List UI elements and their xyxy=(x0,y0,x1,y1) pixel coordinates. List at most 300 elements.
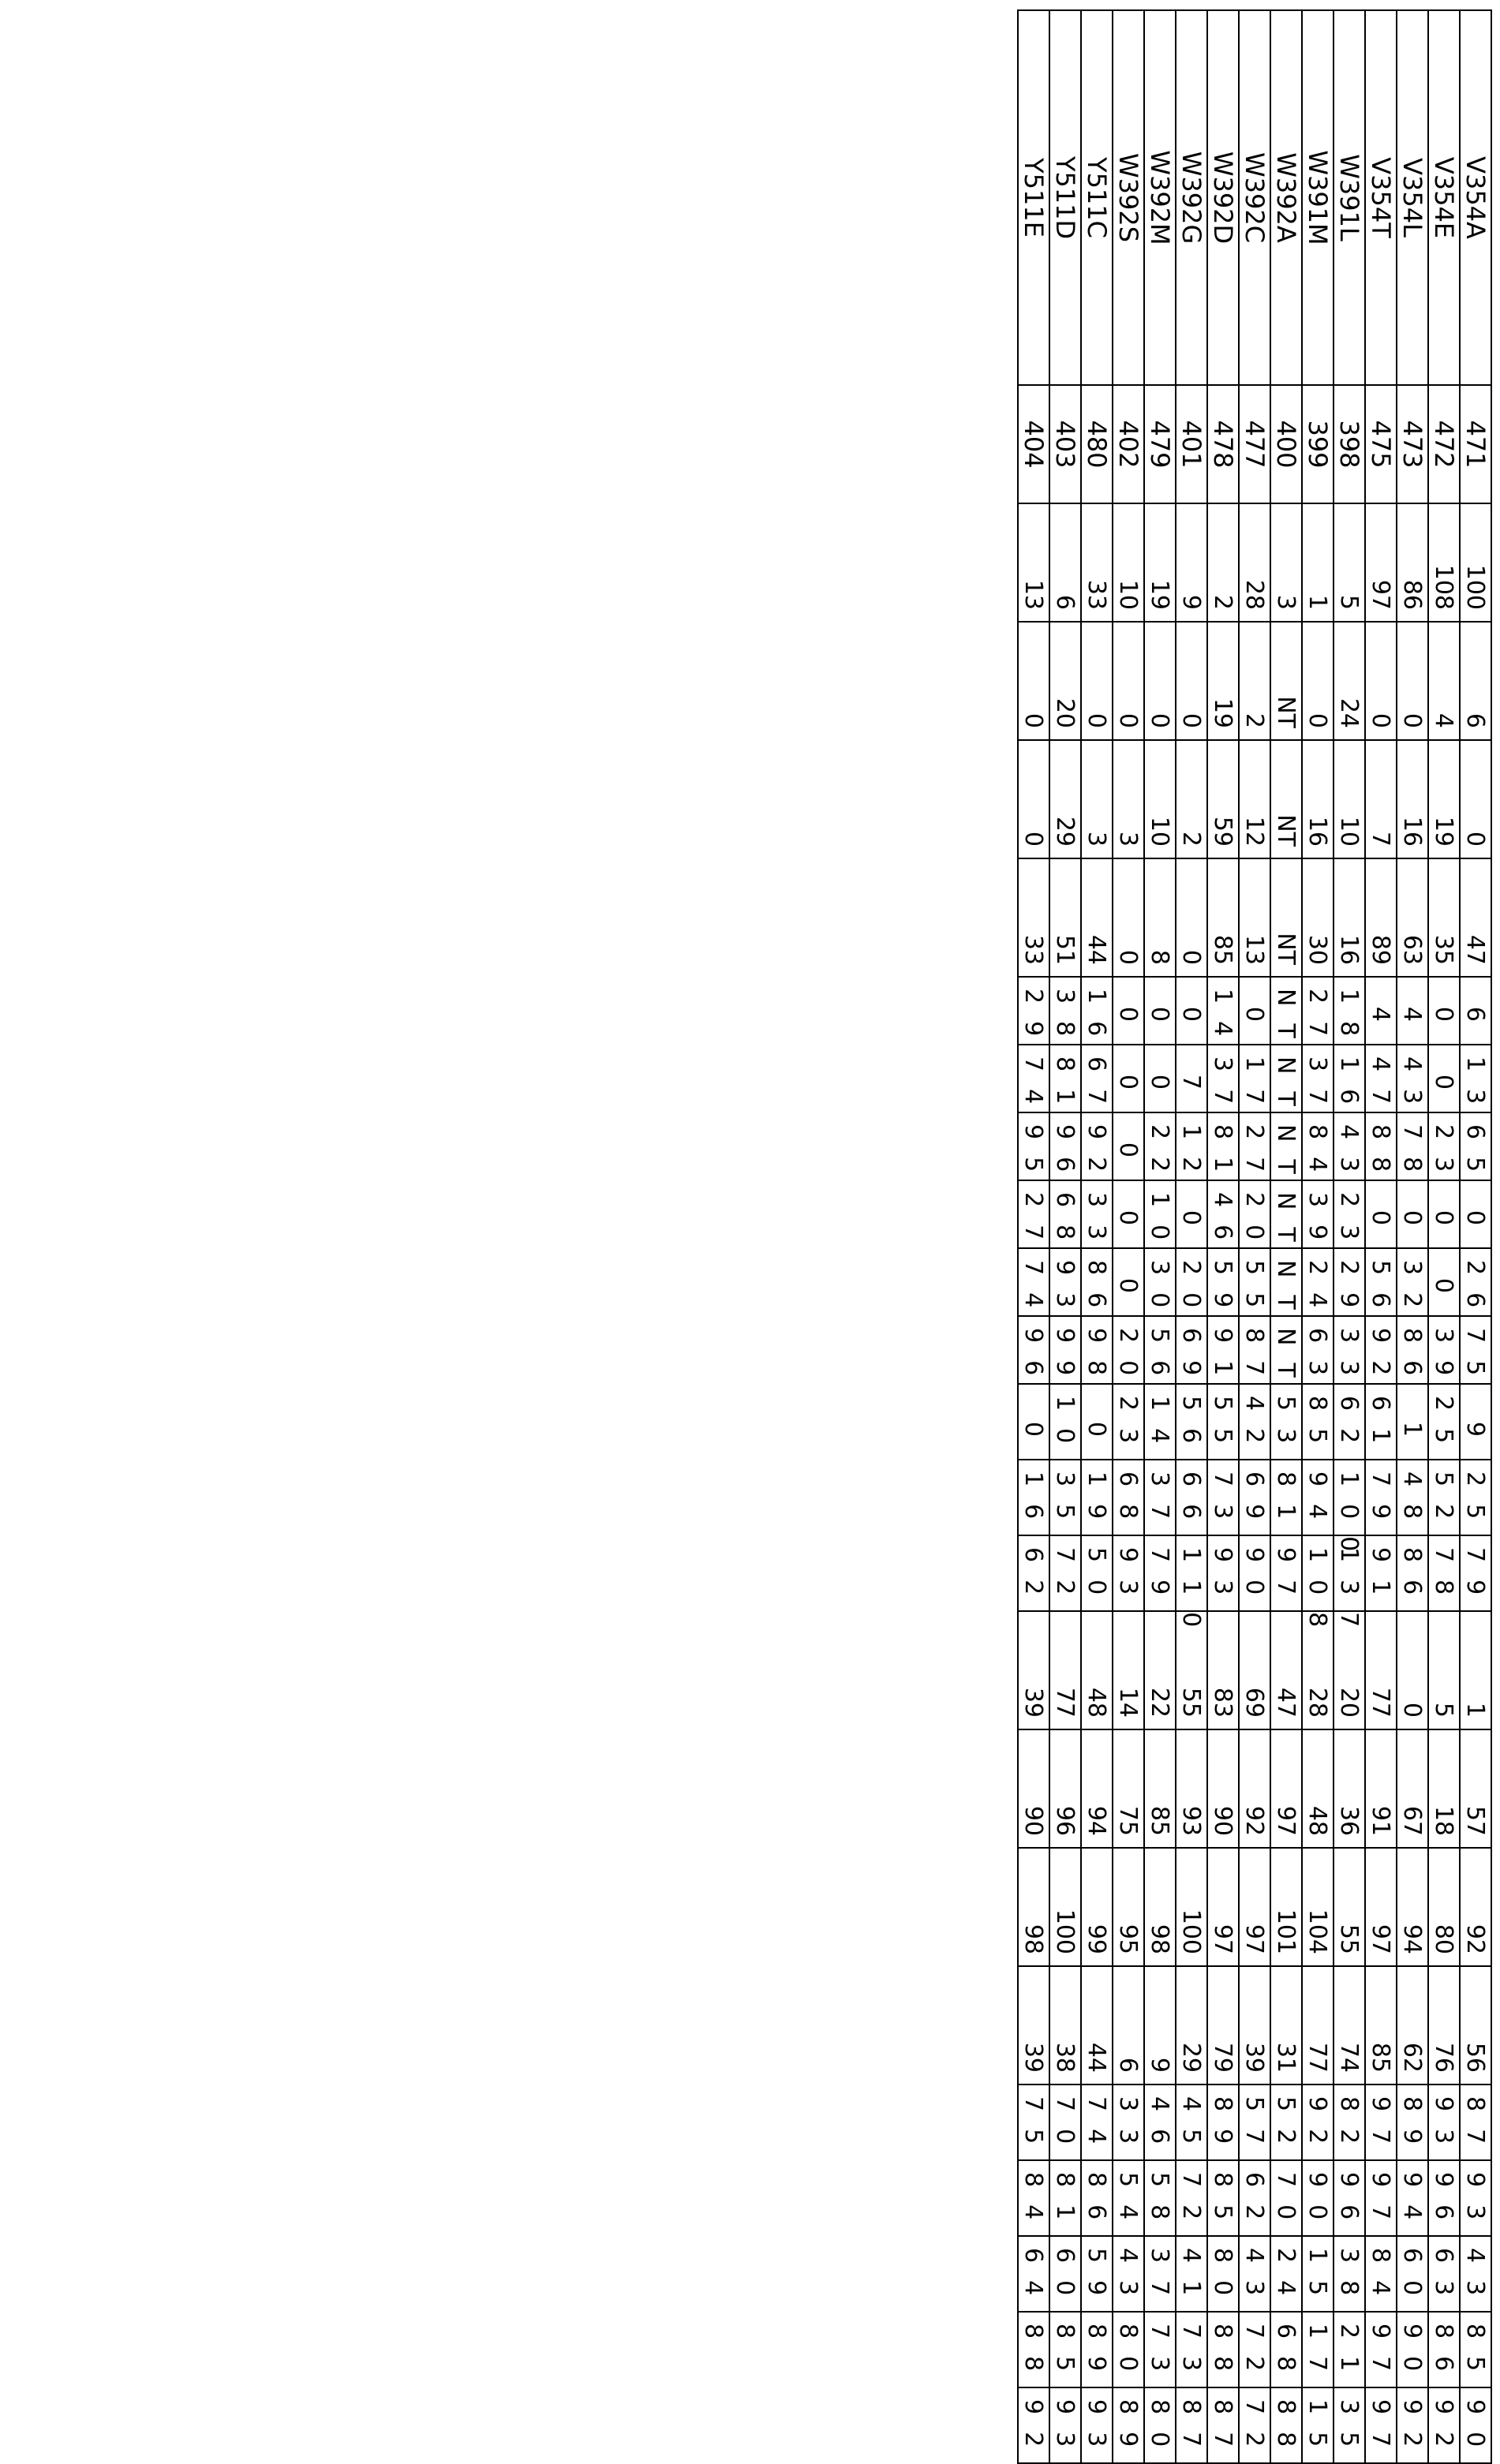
position-cell: 479 xyxy=(1144,385,1176,503)
value-cell: 0 xyxy=(1365,622,1397,740)
value-cell: 65 xyxy=(1460,1112,1491,1180)
value-cell: 101 xyxy=(1270,1848,1302,1966)
value-cell: 74 xyxy=(1018,1045,1049,1112)
position-cell: 403 xyxy=(1049,385,1081,503)
value-cell: NT xyxy=(1270,1180,1302,1248)
value-cell: 85 xyxy=(1049,2312,1081,2387)
value-cell: 81 xyxy=(1207,1112,1239,1180)
value-cell: 100 xyxy=(1334,1460,1365,1535)
value-cell: NT xyxy=(1270,858,1302,977)
value-cell: 52 xyxy=(1270,2084,1302,2160)
value-cell: 88 xyxy=(1207,2312,1239,2387)
value-cell: 68 xyxy=(1270,2312,1302,2387)
value-cell: 29 xyxy=(1176,1966,1207,2084)
value-cell: 0 xyxy=(1397,622,1428,740)
value-cell: 97 xyxy=(1365,2312,1397,2387)
table-row xyxy=(1334,10,1365,2463)
value-cell: 20 xyxy=(1176,1248,1207,1316)
value-cell: 22 xyxy=(1144,1611,1176,1729)
value-cell: 1 xyxy=(1302,503,1334,622)
value-cell: 97 xyxy=(1365,2387,1397,2463)
value-cell: 17 xyxy=(1302,2312,1334,2387)
value-cell: 19 xyxy=(1428,740,1460,858)
value-cell: 15 xyxy=(1302,2236,1334,2312)
value-cell: 89 xyxy=(1113,2387,1144,2463)
value-cell: 98 xyxy=(1081,1316,1113,1384)
value-cell: 89 xyxy=(1397,2084,1428,2160)
mutant-label: V354A xyxy=(1460,10,1491,385)
value-cell: 86 xyxy=(1081,1248,1113,1316)
value-cell: 69 xyxy=(1239,1460,1270,1535)
value-cell: 56 xyxy=(1176,1384,1207,1460)
value-cell: 0 xyxy=(1428,1180,1460,1248)
value-cell: 97 xyxy=(1365,2160,1397,2236)
value-cell: 84 xyxy=(1018,2160,1049,2236)
value-cell: 80 xyxy=(1207,2236,1239,2312)
value-cell: 16 xyxy=(1397,740,1428,858)
value-cell: 39 xyxy=(1018,1611,1049,1729)
table-row xyxy=(1176,10,1207,2463)
value-cell: 23 xyxy=(1334,1180,1365,1248)
value-cell: 3 xyxy=(1270,503,1302,622)
table-row xyxy=(1144,10,1176,2463)
value-cell: 0 xyxy=(1144,622,1176,740)
value-cell: 92 xyxy=(1018,2387,1049,2463)
table-row xyxy=(1081,10,1113,2463)
value-cell: 63 xyxy=(1302,1316,1334,1384)
value-cell: 27 xyxy=(1302,977,1334,1045)
value-cell: 10 xyxy=(1049,1384,1081,1460)
value-cell: 88 xyxy=(1365,1112,1397,1180)
value-cell: 50 xyxy=(1081,1535,1113,1611)
value-cell: 46 xyxy=(1144,2084,1176,2160)
position-cell: 398 xyxy=(1334,385,1365,503)
value-cell: 93 xyxy=(1049,2387,1081,2463)
value-cell: 57 xyxy=(1460,1729,1491,1848)
value-cell: 62 xyxy=(1397,1966,1428,2084)
value-cell: 16 xyxy=(1018,1460,1049,1535)
value-cell: 108 xyxy=(1428,503,1460,622)
value-cell: 94 xyxy=(1081,1729,1113,1848)
value-cell: 75 xyxy=(1113,1729,1144,1848)
value-cell: 62 xyxy=(1239,2160,1270,2236)
value-cell: 16 xyxy=(1081,977,1113,1045)
value-cell: 88 xyxy=(1018,2312,1049,2387)
value-cell: 73 xyxy=(1144,2312,1176,2387)
value-cell: 43 xyxy=(1460,2236,1491,2312)
value-cell: 43 xyxy=(1239,2236,1270,2312)
value-cell: 47 xyxy=(1460,858,1491,977)
value-cell: 37 xyxy=(1144,2236,1176,2312)
value-cell: 85 xyxy=(1365,1966,1397,2084)
value-cell: 92 xyxy=(1397,2387,1428,2463)
value-cell: 39 xyxy=(1239,1966,1270,2084)
value-cell: 41 xyxy=(1176,2236,1207,2312)
value-cell: 90 xyxy=(1239,1535,1270,1611)
value-cell: 87 xyxy=(1176,2387,1207,2463)
value-cell: 0 xyxy=(1176,1180,1207,1248)
value-cell: 87 xyxy=(1239,1316,1270,1384)
value-cell: NT xyxy=(1270,977,1302,1045)
value-cell: 20 xyxy=(1113,1316,1144,1384)
value-cell: 93 xyxy=(1081,2387,1113,2463)
value-cell: 80 xyxy=(1144,2387,1176,2463)
value-cell: 98 xyxy=(1018,1848,1049,1966)
value-cell: 23 xyxy=(1428,1112,1460,1180)
value-cell: 1 xyxy=(1397,1384,1428,1460)
value-cell: 18 xyxy=(1428,1729,1460,1848)
value-cell: 93 xyxy=(1428,2084,1460,2160)
value-cell: 82 xyxy=(1334,2084,1365,2160)
value-cell: 0 xyxy=(1113,1248,1144,1316)
value-cell: 29 xyxy=(1334,1248,1365,1316)
value-cell: 73 xyxy=(1207,1460,1239,1535)
value-cell: 70 xyxy=(1049,2084,1081,2160)
value-cell: 42 xyxy=(1239,1384,1270,1460)
value-cell: 52 xyxy=(1428,1460,1460,1535)
value-cell: 96 xyxy=(1018,1316,1049,1384)
value-cell: 92 xyxy=(1081,1112,1113,1180)
mutant-label: V354T xyxy=(1365,10,1397,385)
value-cell: 18 xyxy=(1334,977,1365,1045)
position-cell: 475 xyxy=(1365,385,1397,503)
value-cell: 7 xyxy=(1176,1045,1207,1112)
value-cell: 0 xyxy=(1176,858,1207,977)
value-cell: 0 xyxy=(1018,1384,1049,1460)
value-cell: 0 xyxy=(1144,977,1176,1045)
table-row xyxy=(1460,10,1491,2463)
value-cell: 2 xyxy=(1207,503,1239,622)
value-cell: 57 xyxy=(1239,2084,1270,2160)
value-cell: 90 xyxy=(1397,2312,1428,2387)
value-cell: 63 xyxy=(1397,858,1428,977)
value-cell: 104 xyxy=(1302,1848,1334,1966)
value-cell: 85 xyxy=(1207,858,1239,977)
value-cell: 92 xyxy=(1365,1316,1397,1384)
position-cell: 401 xyxy=(1176,385,1207,503)
value-cell: 4 xyxy=(1428,622,1460,740)
value-cell: 21 xyxy=(1334,2312,1365,2387)
value-cell: 89 xyxy=(1365,858,1397,977)
value-cell: 10 xyxy=(1144,1180,1176,1248)
value-cell: 10 xyxy=(1334,740,1365,858)
value-cell: 20 xyxy=(1049,622,1081,740)
table-row xyxy=(1270,10,1302,2463)
table-row xyxy=(1302,10,1334,2463)
value-cell: 33 xyxy=(1334,1316,1365,1384)
value-cell: 20 xyxy=(1239,1180,1270,1248)
value-cell: 36 xyxy=(1334,1729,1365,1848)
value-cell: 92 xyxy=(1460,1848,1491,1966)
value-cell: 24 xyxy=(1334,622,1365,740)
mutant-label: Y511C xyxy=(1081,10,1113,385)
value-cell: 86 xyxy=(1397,503,1428,622)
value-cell: 110 xyxy=(1176,1535,1207,1611)
value-cell: 56 xyxy=(1460,1966,1491,2084)
value-cell: 0 xyxy=(1144,1045,1176,1112)
value-cell: 85 xyxy=(1460,2312,1491,2387)
value-cell: 0 xyxy=(1018,622,1049,740)
value-cell: 74 xyxy=(1334,1966,1365,2084)
value-cell: 64 xyxy=(1018,2236,1049,2312)
value-cell: 67 xyxy=(1397,1729,1428,1848)
value-cell: 94 xyxy=(1397,1848,1428,1966)
value-cell: 16 xyxy=(1334,1045,1365,1112)
mutant-label: W392G xyxy=(1176,10,1207,385)
value-cell: 97 xyxy=(1207,1848,1239,1966)
position-cell: 471 xyxy=(1460,385,1491,503)
value-cell: 29 xyxy=(1018,977,1049,1045)
value-cell: 4 xyxy=(1365,977,1397,1045)
value-cell: 19 xyxy=(1207,622,1239,740)
value-cell: 9 xyxy=(1176,503,1207,622)
value-cell: 97 xyxy=(1270,1729,1302,1848)
value-cell: 14 xyxy=(1113,1611,1144,1729)
value-cell: 37 xyxy=(1207,1045,1239,1112)
value-cell: 93 xyxy=(1049,1248,1081,1316)
value-cell: 96 xyxy=(1049,1112,1081,1180)
value-cell: 95 xyxy=(1018,1112,1049,1180)
value-cell: 81 xyxy=(1270,1460,1302,1535)
value-cell: 70 xyxy=(1270,2160,1302,2236)
table-row xyxy=(1018,10,1049,2463)
value-cell: 74 xyxy=(1081,2084,1113,2160)
value-cell: 24 xyxy=(1270,2236,1302,2312)
value-cell: NT xyxy=(1270,1248,1302,1316)
value-cell: 6 xyxy=(1460,977,1491,1045)
value-cell: 86 xyxy=(1428,2312,1460,2387)
value-cell: 96 xyxy=(1334,2160,1365,2236)
value-cell: 39 xyxy=(1428,1316,1460,1384)
value-cell: 100 xyxy=(1049,1848,1081,1966)
value-cell: 19 xyxy=(1081,1460,1113,1535)
value-cell: 27 xyxy=(1239,1112,1270,1180)
value-cell: 5 xyxy=(1428,1611,1460,1729)
value-cell: 47 xyxy=(1365,1045,1397,1112)
value-cell: 16 xyxy=(1334,858,1365,977)
value-cell: 1 xyxy=(1460,1611,1491,1729)
value-cell: 20 xyxy=(1334,1611,1365,1729)
value-cell: 75 xyxy=(1460,1316,1491,1384)
value-cell: 10 xyxy=(1113,503,1144,622)
value-cell: 68 xyxy=(1049,1180,1081,1248)
value-cell: 78 xyxy=(1428,1535,1460,1611)
value-cell: 79 xyxy=(1207,1966,1239,2084)
table-row xyxy=(1113,10,1144,2463)
value-cell: 62 xyxy=(1018,1535,1049,1611)
value-cell: NT xyxy=(1270,622,1302,740)
value-cell: 93 xyxy=(1207,1535,1239,1611)
value-cell: 48 xyxy=(1081,1611,1113,1729)
value-cell: 25 xyxy=(1428,1384,1460,1460)
value-cell: 0 xyxy=(1460,1180,1491,1248)
value-cell: 66 xyxy=(1176,1460,1207,1535)
mutant-label: Y511E xyxy=(1018,10,1049,385)
value-cell: 43 xyxy=(1113,2236,1144,2312)
value-cell: 99 xyxy=(1081,1848,1113,1966)
value-cell: 72 xyxy=(1239,2312,1270,2387)
value-cell: 96 xyxy=(1428,2160,1460,2236)
value-cell: 0 xyxy=(1113,977,1144,1045)
table-row xyxy=(1207,10,1239,2463)
value-cell: 55 xyxy=(1334,1848,1365,1966)
value-cell: 85 xyxy=(1302,1384,1334,1460)
value-cell: 79 xyxy=(1365,1460,1397,1535)
value-cell: 14 xyxy=(1207,977,1239,1045)
value-cell: 84 xyxy=(1365,2236,1397,2312)
value-cell: 90 xyxy=(1460,2387,1491,2463)
value-cell: NT xyxy=(1270,1316,1302,1384)
value-cell: 80 xyxy=(1428,1848,1460,1966)
value-cell: 99 xyxy=(1049,1316,1081,1384)
value-cell: 0 xyxy=(1113,1180,1144,1248)
value-cell: 4 xyxy=(1397,977,1428,1045)
value-cell: 100 xyxy=(1460,503,1491,622)
value-cell: 35 xyxy=(1049,1460,1081,1535)
value-cell: 25 xyxy=(1460,1460,1491,1535)
value-cell: 23 xyxy=(1113,1384,1144,1460)
value-cell: NT xyxy=(1270,1045,1302,1112)
value-cell: 7 xyxy=(1365,740,1397,858)
value-cell: 53 xyxy=(1270,1384,1302,1460)
value-cell: 16 xyxy=(1302,740,1334,858)
value-cell: 85 xyxy=(1207,2160,1239,2236)
value-cell: 0 xyxy=(1397,1611,1428,1729)
value-cell: 77 xyxy=(1049,1611,1081,1729)
value-cell: 0 xyxy=(1081,622,1113,740)
position-cell: 399 xyxy=(1302,385,1334,503)
value-cell: 91 xyxy=(1365,1535,1397,1611)
value-cell: 0 xyxy=(1460,740,1491,858)
position-cell: 477 xyxy=(1239,385,1270,503)
value-cell: 35 xyxy=(1334,2387,1365,2463)
value-cell: 72 xyxy=(1049,1535,1081,1611)
value-cell: 13 xyxy=(1239,858,1270,977)
value-cell: 6 xyxy=(1049,503,1081,622)
value-cell: 48 xyxy=(1302,1729,1334,1848)
position-cell: 473 xyxy=(1397,385,1428,503)
position-cell: 480 xyxy=(1081,385,1113,503)
value-cell: 77 xyxy=(1365,1611,1397,1729)
value-cell: 84 xyxy=(1302,1112,1334,1180)
value-cell: 39 xyxy=(1018,1966,1049,2084)
value-cell: 38 xyxy=(1334,2236,1365,2312)
value-cell: 35 xyxy=(1428,858,1460,977)
value-cell: 92 xyxy=(1302,2084,1334,2160)
value-cell: 93 xyxy=(1113,1535,1144,1611)
value-cell: 67 xyxy=(1081,1045,1113,1112)
value-cell: 0 xyxy=(1365,1180,1397,1248)
value-cell: 46 xyxy=(1207,1180,1239,1248)
value-cell: 94 xyxy=(1302,1460,1334,1535)
value-cell: 58 xyxy=(1144,2160,1176,2236)
value-cell: 87 xyxy=(1460,2084,1491,2160)
value-cell: 69 xyxy=(1176,1316,1207,1384)
table-row xyxy=(1365,10,1397,2463)
value-cell: 72 xyxy=(1176,2160,1207,2236)
mutant-label: W392D xyxy=(1207,10,1239,385)
value-cell: 97 xyxy=(1365,503,1397,622)
value-cell: 38 xyxy=(1049,977,1081,1045)
value-cell: 45 xyxy=(1176,2084,1207,2160)
value-cell: 33 xyxy=(1018,858,1049,977)
value-cell: 86 xyxy=(1397,1316,1428,1384)
value-cell: 24 xyxy=(1302,1248,1334,1316)
value-cell: 97 xyxy=(1239,1848,1270,1966)
value-cell: 90 xyxy=(1302,2160,1334,2236)
value-cell: 85 xyxy=(1144,1729,1176,1848)
value-cell: 60 xyxy=(1397,2236,1428,2312)
value-cell: 89 xyxy=(1081,2312,1113,2387)
value-cell: 2 xyxy=(1176,740,1207,858)
value-cell: 3 xyxy=(1113,740,1144,858)
value-cell: 0 xyxy=(1428,1248,1460,1316)
value-cell: 91 xyxy=(1207,1316,1239,1384)
value-cell: 88 xyxy=(1270,2387,1302,2463)
value-cell: 0 xyxy=(1113,622,1144,740)
value-cell: 95 xyxy=(1113,1848,1144,1966)
value-cell: 96 xyxy=(1049,1729,1081,1848)
value-cell: 55 xyxy=(1207,1384,1239,1460)
table-row xyxy=(1397,10,1428,2463)
value-cell: 100 xyxy=(1176,1848,1207,1966)
value-cell: 12 xyxy=(1239,740,1270,858)
mutant-label: V354E xyxy=(1428,10,1460,385)
value-cell: 91 xyxy=(1365,1729,1397,1848)
value-cell: 92 xyxy=(1428,2387,1460,2463)
value-cell: 10 xyxy=(1144,740,1176,858)
value-cell: 73 xyxy=(1176,2312,1207,2387)
mutant-label: Y511D xyxy=(1049,10,1081,385)
value-cell: 15 xyxy=(1302,2387,1334,2463)
value-cell: 60 xyxy=(1049,2236,1081,2312)
value-cell: 26 xyxy=(1460,1248,1491,1316)
mutant-label: W391M xyxy=(1302,10,1334,385)
value-cell: 81 xyxy=(1049,2160,1081,2236)
value-cell: 0 xyxy=(1081,1384,1113,1460)
value-cell: 86 xyxy=(1397,1535,1428,1611)
value-cell: 0 xyxy=(1428,1045,1460,1112)
value-cell: 56 xyxy=(1365,1248,1397,1316)
position-cell: 400 xyxy=(1270,385,1302,503)
value-cell: 30 xyxy=(1302,858,1334,977)
value-cell: 32 xyxy=(1397,1248,1428,1316)
value-cell: 38 xyxy=(1049,1966,1081,2084)
value-cell: 30 xyxy=(1144,1248,1176,1316)
value-cell: 56 xyxy=(1144,1316,1176,1384)
value-cell: 13 xyxy=(1460,1045,1491,1112)
value-cell: 0 xyxy=(1302,622,1334,740)
value-cell: 0 xyxy=(1113,858,1144,977)
value-cell: 137 xyxy=(1334,1535,1365,1611)
value-cell: 44 xyxy=(1081,1966,1113,2084)
value-cell: 68 xyxy=(1113,1460,1144,1535)
table-row xyxy=(1239,10,1270,2463)
value-cell: 39 xyxy=(1302,1180,1334,1248)
value-cell: 0 xyxy=(1018,740,1049,858)
value-cell: 14 xyxy=(1144,1384,1176,1460)
value-cell: 76 xyxy=(1428,1966,1460,2084)
value-cell: 81 xyxy=(1049,1045,1081,1112)
value-cell: 33 xyxy=(1113,2084,1144,2160)
value-cell: 43 xyxy=(1397,1045,1428,1112)
value-cell: 93 xyxy=(1460,2160,1491,2236)
value-cell: 75 xyxy=(1018,2084,1049,2160)
value-cell: NT xyxy=(1270,1112,1302,1180)
value-cell: 0 xyxy=(1239,977,1270,1045)
value-cell: 51 xyxy=(1049,858,1081,977)
value-cell: 97 xyxy=(1270,1535,1302,1611)
